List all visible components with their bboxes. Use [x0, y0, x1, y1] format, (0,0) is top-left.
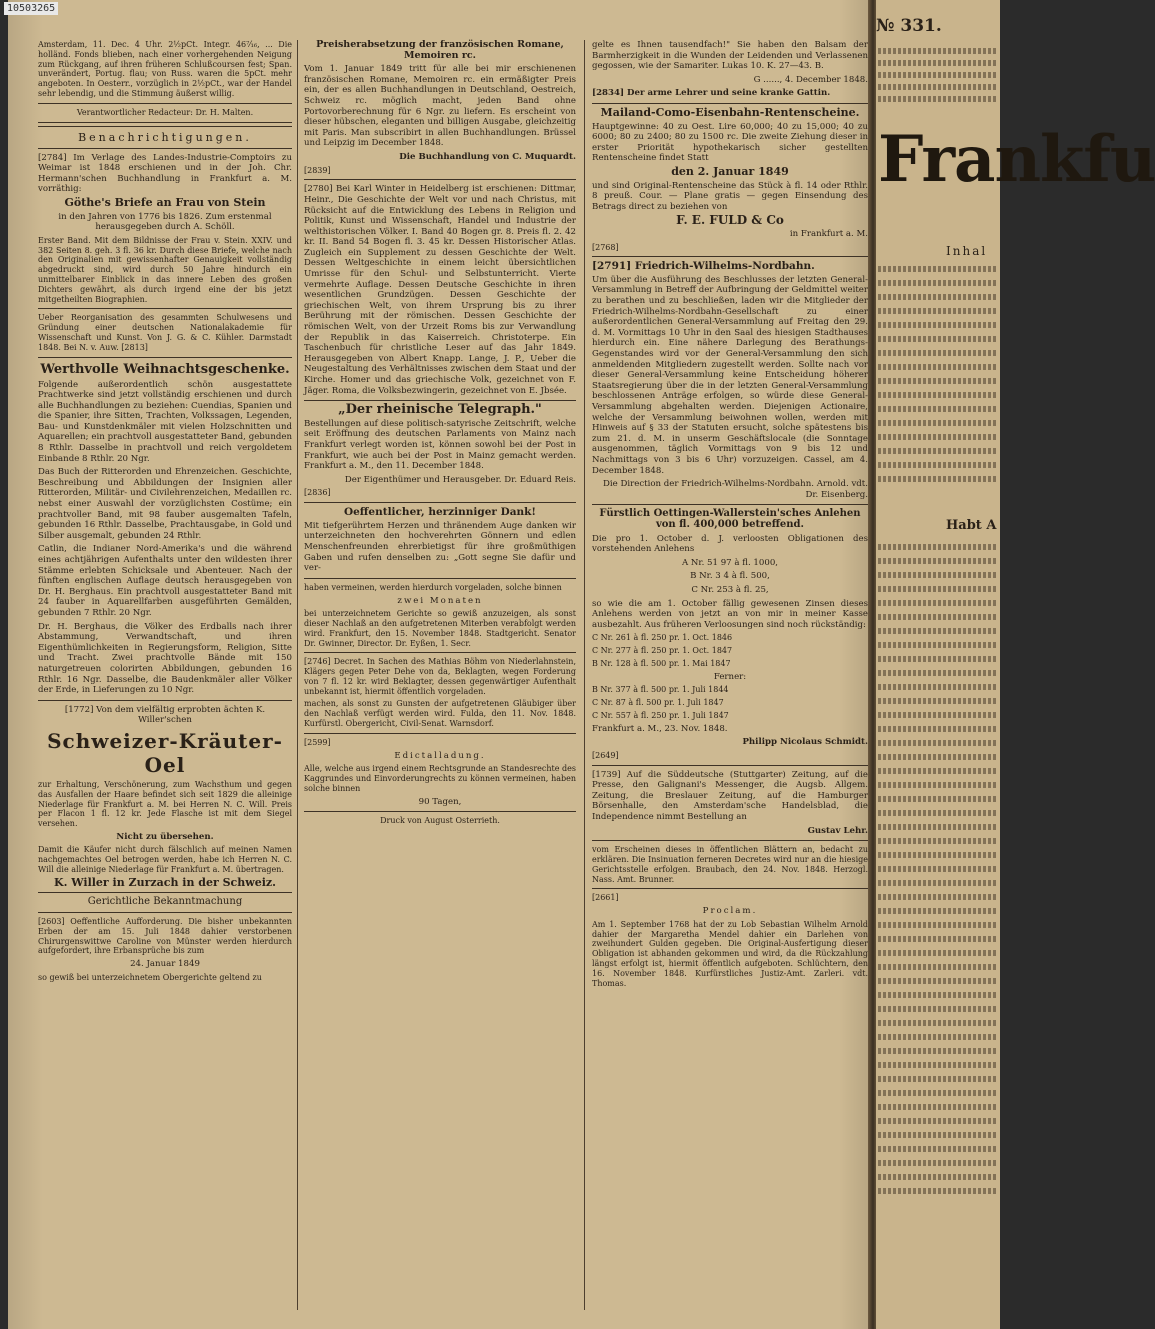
faded-text-line — [878, 740, 996, 746]
faded-text-line — [878, 96, 996, 102]
bank-location: in Frankfurt a. M. — [789, 228, 868, 239]
faded-text-line — [878, 1034, 996, 1040]
summons-period: zwei Monaten — [397, 595, 483, 606]
faded-text-line — [878, 1132, 996, 1138]
faded-text-line — [878, 462, 996, 468]
novels-text: Vom 1. Januar 1849 tritt für alle bei mir erschienenen französischen Romane, Memoiren rc. ein ermäßigter Preis ein, der es allen Buchhandlungen in Deutschland, Oestreich, Schweiz rc. möglich macht, jeden Band ohne Portovorberechnung für 6 Ngr. zu liefern. Es erscheint von dieser hübschen, eleganten und billigen Ausgabe, gleichzeitig mit Paris. Man subscribirt in allen Buchhandlungen. Brüssel und Leipzig im December 1848. — [304, 64, 576, 149]
divider — [304, 179, 576, 180]
column-2 — [304, 40, 576, 829]
divider — [304, 400, 576, 401]
faded-text-line — [878, 378, 996, 384]
faded-text-line — [878, 48, 996, 54]
loan-row: B Nr. 128 à fl. 500 pr. 1. Mai 1847 — [592, 658, 731, 668]
loan-ferner: Ferner: — [713, 671, 747, 682]
christmas-ritter: Das Buch der Ritterorden und Ehrenzeichen. Geschichte, Beschreibung und Abbildungen der Insignien aller Ritterorden, Militär- und Civilehrenzeichen, Medaillen rc. nebst einer Auswahl der vorzüglichsten Costüme; ein prachtvoller Band, mit 98 fauber ausgemalten Tafeln, gebunden 16 Rthlr. Dasselbe, Prachtausgabe, in Gold und Silber ausgemalt, gebunden 24 Rthlr. — [38, 467, 292, 541]
decree: [2746] Decret. In Sachen des Mathias Böhm von Niederlahnstein, Klägers gegen Peter Dehe von da, Beklagten, wegen Forderung von 7 fl. 12 kr. wird Beklagter, dessen gegenwärtiger Aufenthalt unbekannt ist, hiermit öffentlich vorgeladen. — [304, 657, 576, 696]
telegraph-title: „Der rheinische Telegraph." — [338, 402, 542, 418]
christmas-intro: Folgende außerordentlich schön ausgestattete Prachtwerke sind jetzt vollständig erschienen und durch alle Buchhandlungen zu beziehen: Cuendias, Spanien und die Spanier, ihre Sitten, Trachten, Volkssagen, Legenden, Bau- und Kunstdenkmäler mit vielen Holzschnitten und Aquarellen; ein prachtvoll ausgestatteter Band, gebunden 8 Rthlr. Dasselbe in prachtvoll und reich vergoldetem Einbande 8 Rthlr. 20 Ngr. — [38, 379, 292, 464]
faded-text-line — [878, 586, 996, 592]
faded-text-line — [878, 544, 996, 550]
ad-id: [2661] — [592, 893, 619, 903]
divider — [592, 103, 868, 104]
thanks-text: Mit tiefgerührtem Herzen und thränendem Auge danken wir unterzeichneten den hochverehrten Gönnern und edlen Menschenfreunden ehrerbietigst für ihre großmüthigen Gaben und rufen denselben zu: „Gott segne Sie dafür und ver- — [304, 520, 576, 574]
railway-bonds-text-2: und sind Original-Rentenscheine das Stück à fl. 14 oder Rthlr. 8 preuß. Cour. — Plane gratis — gegen Einsendung des Betrags direct zu beziehen von — [592, 180, 868, 212]
faded-text-line — [878, 1146, 996, 1152]
faded-text-line — [878, 392, 996, 398]
ad-2813: Ueber Reorganisation des gesammten Schulwesens und Gründung einer deutschen Nationalakademie für Wissenschaft und Kunst. Von J. G. & C. Kühler. Darmstadt 1848. Bei N. v. Auw. [2813] — [38, 313, 292, 352]
faded-text-line — [878, 84, 996, 90]
faded-text-line — [878, 1160, 996, 1166]
faded-text-line — [878, 266, 996, 272]
novels-heading: Preisherabsetzung der französischen Romane, Memoiren rc. — [316, 39, 564, 61]
loan-text: Die pro 1. October d. J. verloosten Obligationen des vorstehenden Anlehens — [592, 533, 868, 555]
oil-ad-title: Schweizer-Kräuter-Oel — [47, 728, 283, 777]
faded-text-line — [878, 336, 996, 342]
faded-text-line — [878, 420, 996, 426]
faded-text-line — [878, 866, 996, 872]
braubach-notice: vom Erscheinen dieses in öffentlichen Blättern an, bedacht zu erklären. Die Insinuation ferneren Decretes wird nur an die hiesige Gerichtsstelle erfolgen. Braubach, den 24. Nov. 1848. Herzogl. Nass. Amt. Brunner. — [592, 845, 868, 884]
edict-text: Alle, welche aus irgend einem Rechtsgrunde an Standesrechte des Kaggrundes und Einvorderungrechts zu können vermeinen, haben solche binnen — [304, 764, 576, 793]
faded-text-line — [878, 72, 996, 78]
loan-row: C Nr. 87 à fl. 500 pr. 1. Juli 1847 — [592, 698, 724, 708]
faded-text-line — [878, 434, 996, 440]
faded-text-line — [878, 1062, 996, 1068]
divider — [304, 733, 576, 734]
ad-2603-tail: so gewiß bei unterzeichnetem Obergerichte geltend zu — [38, 972, 262, 982]
faded-text-line — [878, 1104, 996, 1110]
faded-text-line — [878, 1188, 996, 1194]
loan-row: A Nr. 51 97 à fl. 1000, — [681, 557, 779, 568]
nordbahn-signature: Die Direction der Friedrich-Wilhelms-Nordbahn. Arnold. vdt. Dr. Eisenberg. — [603, 479, 868, 500]
faded-text-line — [878, 1090, 996, 1096]
court-heading: Gerichtliche Bekanntmachung — [87, 896, 243, 908]
ad-2603: [2603] Oeffentliche Aufforderung. Die bisher unbekannten Erben der am 15. Juli 1848 dahier verstorbenen Chirurgenswittwe Caroline von Münster werden hierdurch aufgefordert, ihre Erbansprüche bis zum — [38, 917, 292, 956]
ad-id: [2599] — [304, 737, 331, 747]
book-subtitle: in den Jahren von 1776 bis 1826. Zum erstenmal herausgegeben durch A. Schöll. — [58, 211, 272, 233]
railway-bonds-text: Hauptgewinne: 40 zu Oest. Lire 60,000; 40 zu 15,000; 40 zu 6000; 80 zu 2400; 80 zu 1500 rc. Die zweite Ziehung dieser in erster Priorität hypothekarisch sicher gestellten Rentenscheine findet Statt — [592, 121, 868, 164]
notice-heading: Nicht zu übersehen. — [116, 831, 214, 842]
column-rule — [297, 40, 298, 1310]
christmas-heading: Werthvolle Weihnachtsgeschenke. — [40, 361, 290, 377]
ad-1772: [1772] Von dem vielfältig erprobten ächten K. Willer'schen — [64, 704, 266, 726]
faded-text-line — [878, 364, 996, 370]
divider — [592, 504, 868, 505]
faded-text-line — [878, 824, 996, 830]
divider — [304, 578, 576, 579]
loan-heading: Fürstlich Oettingen-Wallerstein'sches Anlehen von fl. 400,000 betreffend. — [599, 508, 861, 530]
faded-text-line — [878, 1174, 996, 1180]
divider — [592, 256, 868, 257]
section-heading: Benachrichtigungen. — [78, 130, 252, 144]
faded-text-line — [878, 894, 996, 900]
loan-date: Frankfurt a. M., 23. Nov. 1848. — [592, 723, 728, 734]
deadline-date: 24. Januar 1849 — [130, 959, 200, 970]
faded-text-line — [878, 60, 996, 66]
faded-text-line — [878, 810, 996, 816]
faded-text-line — [878, 558, 996, 564]
divider — [304, 502, 576, 503]
divider — [38, 357, 292, 358]
ad-id: [2836] — [304, 488, 331, 498]
faded-text-line — [878, 572, 996, 578]
court-summons: haben vermeinen, werden hierdurch vorgeladen, solche binnen — [304, 582, 562, 592]
faded-text-line — [878, 1006, 996, 1012]
loan-row: C Nr. 253 à fl. 25, — [691, 584, 769, 595]
thanks-heading: Oeffentlicher, herzinniger Dank! — [343, 506, 537, 519]
proclam-heading: Proclam. — [702, 906, 758, 917]
loan-row: B Nr. 377 à fl. 500 pr. 1. Juli 1844 — [592, 685, 729, 695]
telegraph-signature: Der Eigenthümer und Herausgeber. Dr. Eduard Reis. — [344, 474, 576, 485]
scan-id-label: 10503265 — [4, 2, 58, 15]
christmas-berghaus: Dr. H. Berghaus, die Völker des Erdballs nach ihrer Abstammung, Verwandtschaft, und ihren Eigenthümlichkeiten in Regierungsform, Religion, Sitte und Tracht. Zwei prachtvolle Bände mit 150 naturgetreuen colorirten Abbildungen, gebunden 16 Rthlr. 16 Ngr. Dasselbe, die Baudenkmäler aller Völker der Erde, in Lieferungen zu 10 Ngr. — [38, 621, 292, 696]
contents-heading: Inhal — [946, 244, 988, 258]
christmas-catlin: Catlin, die Indianer Nord-Amerika's und die während eines achtjährigen Aufenthalts unter den wildesten ihrer Stämme erlebten Schicksale und Abenteuer. Nach der fünften englischen Auflage deutsch herausgegeben von Dr. H. Berghaus. Ein prachtvoll ausgestatteter Band mit 24 fauber in Aquarellfarben ausgeführten Gemälden, gebunden 7 Rthlr. 20 Ngr. — [38, 544, 292, 618]
loan-text-2: so wie die am 1. October fällig gewesenen Zinsen dieses Anlehens werden von jetzt an von mir in meiner Kasse ausbezahlt. Aus früheren Verloosungen sind noch rückständig: — [592, 598, 868, 630]
faded-text-line — [878, 936, 996, 942]
faded-text-line — [878, 684, 996, 690]
faded-text-line — [878, 978, 996, 984]
fulda-notice: machen, als sonst zu Gunsten der aufgetretenen Gläubiger über den Nachlaß verfügt werden wird. Fulda, den 11. Nov. 1848. Kurfürstl. Obergericht, Civil-Senat. Warnsdorf. — [304, 699, 576, 729]
faded-text-line — [878, 1118, 996, 1124]
market-report: Amsterdam, 11. Dec. 4 Uhr. 2½pCt. Integr. 46⁷⁄₁₆, ... Die holländ. Fonds blieben, nach einer vorhergehenden Neigung zum Rückgang, auf ihren früheren Schlußcoursen fest; Span. unverändert, Portug. flau; von Russ. waren die 5pCt. mehr angeboten. In Oesterr., vorzüglich in 2½pCt., war der Handel sehr lebendig, und die Stimmung äußerst willig. — [38, 40, 292, 98]
divider — [38, 122, 292, 127]
faded-text-line — [878, 642, 996, 648]
divider — [38, 912, 292, 913]
faded-text-line — [878, 406, 996, 412]
faded-text-line — [878, 796, 996, 802]
faded-text-line — [878, 600, 996, 606]
subscriptions-signature: Gustav Lehr. — [807, 825, 868, 836]
winter-books: [2780] Bei Karl Winter in Heidelberg ist erschienen: Dittmar, Heinr., Die Geschichte der Welt vor und nach Christus, mit Rücksicht auf die Entwicklung des Lebens in Religion und Politik, Kunst und Wissenschaft, Handel und Industrie der welthistorischen Völker. I. Band 40 Bogen gr. 8. Preis fl. 2. 42 kr. II. Band 54 Bogen fl. 3. 45 kr. Dessen Historischer Atlas. Zugleich ein Supplement zu dessen Geschichte der Welt. Dessen Weltgeschichte in einem leicht übersichtlichen Umrisse für den Schul- und Selbstunterricht. Vierte vermehrte Auflage. Dessen Deutsche Geschichte in ihren wesentlichen Grundzügen. Dessen Geschichte der griechischen Welt, von ihrem Ursprung bis zu ihrer Berührung mit der römischen. Dessen Geschichte der römischen Welt, von der Urzeit Roms bis zur Verwandlung der Republik in das Kaiserreich. Christoterpe. Ein Taschenbuch für christliche Leser auf das Jahr 1849. Herausgegeben von Albert Knapp. Lange, J. P., Ueber die Neugestaltung des Verhältnisses zwischen dem Staat und der Kirche. Homer und das griechische Volk, gezeichnet von F. Jäger. Roma, die Volksbezwingerin, gezeichnet von E. Jbsée. — [304, 184, 576, 396]
railway-bonds-heading: Mailand-Como-Eisenbahn-Rentenscheine. — [600, 105, 860, 119]
masthead: Frankfu — [878, 122, 1155, 197]
divider — [592, 840, 868, 841]
divider — [38, 148, 292, 149]
faded-text-line — [878, 614, 996, 620]
loan-row: C Nr. 261 à fl. 250 pr. 1. Oct. 1846 — [592, 633, 733, 643]
faded-text-line — [878, 852, 996, 858]
subscriptions-ad: [1739] Auf die Süddeutsche (Stuttgarter) Zeitung, auf die Presse, den Galignani's Messenger, die Augsb. Allgem. Zeitung, die Breslauer Zeitung, auf die Hamburger Börsenhalle, den Amsterdam'sche Handelsblad, die Independence nimmt Bestellung an — [592, 769, 868, 823]
faded-text-line — [878, 838, 996, 844]
loan-row: C Nr. 557 à fl. 250 pr. 1. Juli 1847 — [592, 710, 729, 720]
edict-heading: Edictalladung. — [394, 750, 486, 761]
thanks-continued: gelte es Ihnen tausendfach!" Sie haben den Balsam der Barmherzigkeit in die Wunden der Leidenden und Verlassenen gegossen, wie der Samariter. Lukas 10. K. 27—43. B. — [592, 40, 868, 72]
divider — [38, 103, 292, 104]
faded-text-line — [878, 280, 996, 286]
summons-text: bei unterzeichnetem Gerichte so gewiß anzuzeigen, als sonst dieser Nachlaß an den aufgetretenen Miterben verabfolgt werden wird. Frankfurt, den 15. November 1848. Stadtgericht. Senator Dr. Gwinner, Director. Dr. Eyßen, 1. Secr. — [304, 609, 576, 648]
issue-number: № 331. — [876, 16, 942, 36]
novels-signature: Die Buchhandlung von C. Muquardt. — [399, 151, 576, 162]
faded-text-line — [878, 880, 996, 886]
oil-ad-signature: K. Willer in Zurzach in der Schweiz. — [54, 875, 276, 889]
printer-line: Druck von August Osterrieth. — [380, 816, 500, 826]
ad-id: [2649] — [592, 750, 619, 760]
faded-text-line — [878, 992, 996, 998]
divider — [38, 892, 292, 893]
proclam-text: Am 1. September 1768 hat der zu Lob Sebastian Wilhelm Arnold dahier der Margaretha Mendel dahier ein Darlehen von zweihundert Gulden gegeben. Die Original-Ausfertigung dieser Obligation ist abhanden gekommen und wird, da die Rückzahlung längst erfolgt ist, hiermit öffentlich aufgeboten. Schlüchtern, den 16. November 1848. Kurfürstliches Justiz-Amt. Zarleri. vdt. Thomas. — [592, 919, 868, 988]
edict-period: 90 Tagen, — [418, 796, 462, 807]
facing-page — [876, 0, 1155, 1329]
faded-text-line — [878, 350, 996, 356]
book-title: Göthe's Briefe an Frau von Stein — [64, 195, 266, 209]
faded-text-line — [878, 1048, 996, 1054]
article-heading: Habt A — [946, 518, 997, 533]
faded-text-line — [878, 476, 996, 482]
ad-id: [2839] — [304, 165, 331, 175]
thanks-date: G ......, 4. December 1848. — [753, 74, 868, 85]
faded-text-line — [878, 448, 996, 454]
faded-text-line — [878, 322, 996, 328]
faded-text-line — [878, 308, 996, 314]
ad-2784: [2784] Im Verlage des Landes-Industrie-Comptoirs zu Weimar ist 1848 erschienen und in der Joh. Chr. Hermann'schen Buchhandlung in Frankfurt a. M. vorräthig: — [38, 152, 292, 195]
faded-text-line — [878, 712, 996, 718]
faded-text-line — [878, 726, 996, 732]
notice-text: Damit die Käufer nicht durch fälschlich auf meinen Namen nachgemachtes Oel betrogen werden, habe ich Herren N. C. Will die alleinige Niederlage für Frankfurt a. M. übertragen. — [38, 845, 292, 875]
faded-text-line — [878, 1076, 996, 1082]
bank-name: F. E. FULD & Co — [676, 213, 784, 228]
nordbahn-heading: [2791] Friedrich-Wilhelms-Nordbahn. — [592, 260, 815, 273]
faded-text-line — [878, 964, 996, 970]
divider — [592, 765, 868, 766]
faded-text-line — [878, 768, 996, 774]
column-1 — [38, 40, 292, 986]
faded-text-line — [878, 656, 996, 662]
faded-text-line — [878, 698, 996, 704]
faded-text-line — [878, 1020, 996, 1026]
loan-signature: Philipp Nicolaus Schmidt. — [742, 737, 868, 748]
divider — [38, 700, 292, 701]
faded-text-line — [878, 754, 996, 760]
ad-id: [2768] — [592, 242, 619, 252]
loan-row: C Nr. 277 à fl. 250 pr. 1. Oct. 1847 — [592, 646, 733, 656]
divider — [592, 888, 868, 889]
newspaper-page — [8, 0, 874, 1329]
nordbahn-text: Um über die Ausführung des Beschlusses der letzten General-Versammlung in Betreff der Aufbringung der Geldmittel weiter zu berathen und zu beschließen, laden wir die Mitglieder der Friedrich-Wilhelms-Nordbahn-Gesellschaft zu einer außerordentlichen General-Versammlung auf Freitag den 29. d. M. Vormittags 10 Uhr in den Saal des hiesigen Stadthauses hierdurch ein. Eine nähere Darlegung des Berathungs-Gegenstandes wird vor der General-Versammlung den sich anmeldenden Mitgliedern zugestellt werden. Sollte nach vor dieser General-Versammlung keine Entscheidung höherer Staatsregierung über die in der letzten General-Versammlung beschlossenen Anträge erfolgen, so würde diese General-Versammlung abgehalten werden. Diejenigen Actionaire, welche der Versammlung beiwohnen wollen, werden mit Hinweis auf § 33 der Statuten ersucht, solche spätestens bis zum 21. d. M. in unserm Geschäftslocale (die Sonntage ausgenommen, täglich Vormittags von 9 bis 12 und Nachmittags von 3 bis 6 Uhr) vorzuzeigen. Cassel, am 4. December 1848. — [592, 274, 868, 476]
book-description: Erster Band. Mit dem Bildnisse der Frau v. Stein. XXIV. und 382 Seiten 8. geh. 3 fl. 36 kr. Durch diese Briefe, welche nach den Originalien mit gewissenhafter Genauigkeit vollständig abgedruckt sind, wird durch 50 Jahre hindurch ein unmittelbarer Einblick in das innere Leben des großen Dichters gewährt, als durch irgend eine der bis jetzt mitgetheilten Biographien. — [38, 235, 292, 304]
column-rule — [584, 40, 585, 1310]
faded-text-line — [878, 782, 996, 788]
editor-line: Verantwortlicher Redacteur: Dr. H. Malten. — [76, 107, 254, 117]
telegraph-text: Bestellungen auf diese politisch-satyrische Zeitschrift, welche seit Eröffnung des deutschen Parlaments von Mainz nach Frankfurt verlegt worden ist, können sowohl bei der Post in Frankfurt, wie auch bei der Post in Mainz gemacht werden. Frankfurt a. M., den 11. December 1848. — [304, 418, 576, 472]
column-3 — [592, 40, 868, 991]
divider — [304, 652, 576, 653]
faded-text-line — [878, 294, 996, 300]
faded-text-line — [878, 950, 996, 956]
faded-text-line — [878, 670, 996, 676]
divider — [304, 811, 576, 812]
draw-date: den 2. Januar 1849 — [671, 164, 789, 178]
faded-text-line — [878, 908, 996, 914]
thanks-signature: [2834] Der arme Lehrer und seine kranke Gattin. — [592, 88, 831, 99]
oil-ad-text: zur Erhaltung, Verschönerung, zum Wachsthum und gegen das Ausfallen der Haare befindet sich seit 1829 die alleinige Niederlage für Frankfurt a. M. bei Herren N. C. Will. Preis per Flacon 1 fl. 12 kr. Jede Flasche ist mit dem Siegel versehen. — [38, 779, 292, 829]
loan-row: B Nr. 3 4 à fl. 500, — [690, 571, 770, 582]
divider — [38, 308, 292, 309]
faded-text-line — [878, 628, 996, 634]
faded-text-line — [878, 922, 996, 928]
